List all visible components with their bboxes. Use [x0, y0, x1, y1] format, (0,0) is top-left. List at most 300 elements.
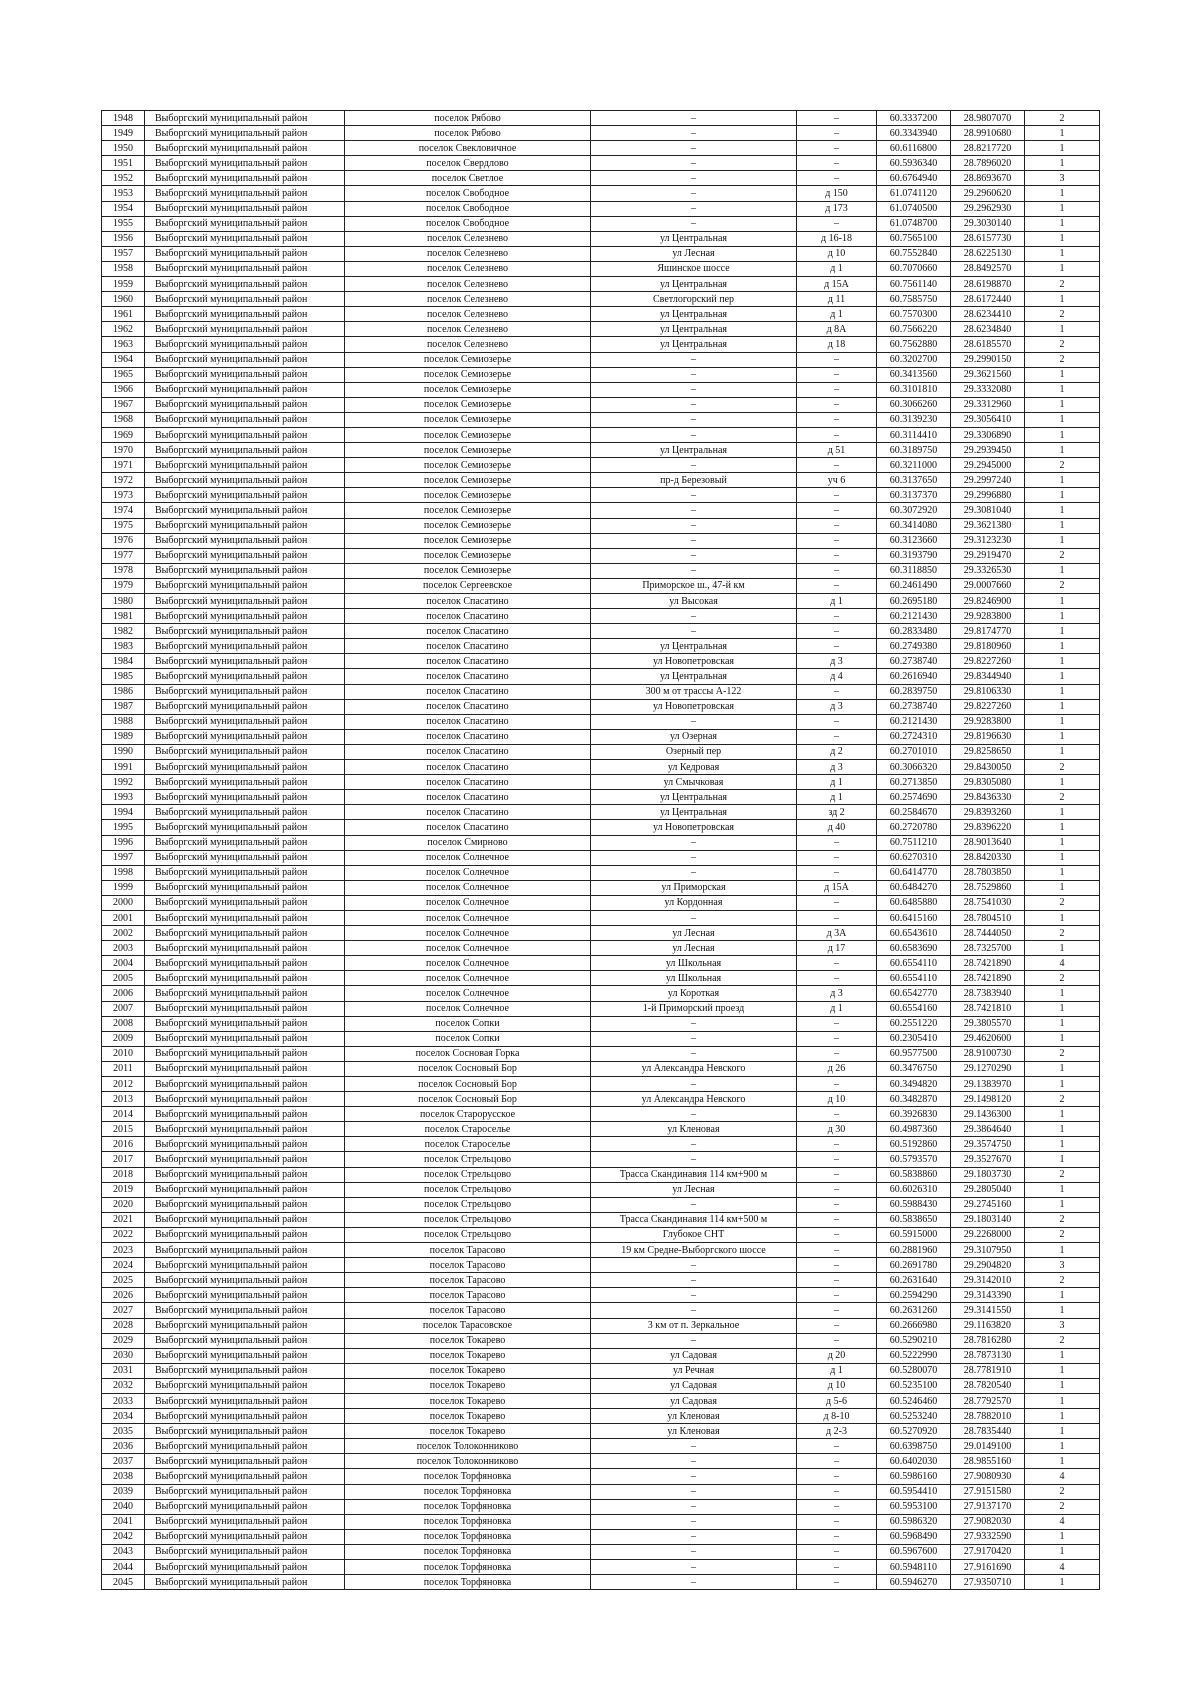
count-cell: 4: [1025, 1469, 1100, 1484]
table-row: [102, 458, 1100, 473]
house-cell: д 1: [797, 1363, 877, 1378]
count-cell: 1: [1025, 367, 1100, 382]
count-cell: 2: [1025, 1499, 1100, 1514]
locality-cell: поселок Солнечное: [345, 895, 591, 910]
table-row: [102, 1197, 1100, 1212]
street-cell: –: [591, 563, 797, 578]
count-cell: 3: [1025, 171, 1100, 186]
longitude-cell: 28.7792570: [951, 1393, 1025, 1408]
row-number: 1965: [102, 367, 145, 382]
district-cell: Выборгский муниципальный район: [145, 986, 345, 1001]
house-cell: д 1: [797, 1001, 877, 1016]
district-cell: Выборгский муниципальный район: [145, 609, 345, 624]
district-cell: Выборгский муниципальный район: [145, 382, 345, 397]
longitude-cell: 29.8436330: [951, 790, 1025, 805]
row-number: 2042: [102, 1529, 145, 1544]
count-cell: 1: [1025, 1393, 1100, 1408]
street-cell: Светлогорский пер: [591, 292, 797, 307]
street-cell: ул Центральная: [591, 337, 797, 352]
district-cell: Выборгский муниципальный район: [145, 1333, 345, 1348]
locality-cell: поселок Свободное: [345, 201, 591, 216]
district-cell: Выборгский муниципальный район: [145, 1227, 345, 1242]
count-cell: 1: [1025, 1454, 1100, 1469]
count-cell: 2: [1025, 111, 1100, 126]
house-cell: –: [797, 1544, 877, 1559]
locality-cell: поселок Спасатино: [345, 654, 591, 669]
row-number: 1957: [102, 246, 145, 261]
table-row: [102, 503, 1100, 518]
locality-cell: поселок Солнечное: [345, 941, 591, 956]
district-cell: Выборгский муниципальный район: [145, 760, 345, 775]
table-row: [102, 1514, 1100, 1529]
count-cell: 1: [1025, 1137, 1100, 1152]
district-cell: Выборгский муниципальный район: [145, 1439, 345, 1454]
row-number: 1995: [102, 820, 145, 835]
street-cell: 3 км от п. Зеркальное: [591, 1318, 797, 1333]
longitude-cell: 27.9161690: [951, 1560, 1025, 1575]
house-cell: –: [797, 367, 877, 382]
district-cell: Выборгский муниципальный район: [145, 548, 345, 563]
locality-cell: поселок Тарасово: [345, 1258, 591, 1273]
locality-cell: поселок Спасатино: [345, 639, 591, 654]
house-cell: –: [797, 533, 877, 548]
table-row: [102, 1243, 1100, 1258]
latitude-cell: 60.2121430: [877, 714, 951, 729]
table-row: [102, 1137, 1100, 1152]
locality-cell: поселок Стрельцово: [345, 1152, 591, 1167]
latitude-cell: 60.2631260: [877, 1303, 951, 1318]
row-number: 1986: [102, 684, 145, 699]
count-cell: 1: [1025, 1243, 1100, 1258]
count-cell: 1: [1025, 1439, 1100, 1454]
district-cell: Выборгский муниципальный район: [145, 533, 345, 548]
locality-cell: поселок Торфяновка: [345, 1469, 591, 1484]
district-cell: Выборгский муниципальный район: [145, 1152, 345, 1167]
locality-cell: поселок Спасатино: [345, 790, 591, 805]
row-number: 1990: [102, 744, 145, 759]
house-cell: д 3: [797, 986, 877, 1001]
count-cell: 1: [1025, 835, 1100, 850]
latitude-cell: 60.2695180: [877, 594, 951, 609]
latitude-cell: 60.7565100: [877, 231, 951, 246]
street-cell: –: [591, 1560, 797, 1575]
latitude-cell: 60.2833480: [877, 624, 951, 639]
row-number: 1978: [102, 563, 145, 578]
locality-cell: поселок Солнечное: [345, 926, 591, 941]
count-cell: 2: [1025, 458, 1100, 473]
district-cell: Выборгский муниципальный район: [145, 1137, 345, 1152]
street-cell: –: [591, 458, 797, 473]
house-cell: –: [797, 729, 877, 744]
row-number: 1963: [102, 337, 145, 352]
count-cell: 1: [1025, 1378, 1100, 1393]
table-row: [102, 1454, 1100, 1469]
house-cell: –: [797, 518, 877, 533]
house-cell: д 150: [797, 186, 877, 201]
latitude-cell: 60.2574690: [877, 790, 951, 805]
locality-cell: поселок Спасатино: [345, 684, 591, 699]
street-cell: –: [591, 1544, 797, 1559]
longitude-cell: 29.4620600: [951, 1031, 1025, 1046]
street-cell: –: [591, 850, 797, 865]
locality-cell: поселок Селезнево: [345, 337, 591, 352]
district-cell: Выборгский муниципальный район: [145, 1393, 345, 1408]
longitude-cell: 28.7529860: [951, 880, 1025, 895]
latitude-cell: 60.5967600: [877, 1544, 951, 1559]
count-cell: 1: [1025, 1363, 1100, 1378]
locality-cell: поселок Тарасово: [345, 1243, 591, 1258]
table-row: [102, 1424, 1100, 1439]
latitude-cell: 60.6554110: [877, 971, 951, 986]
row-number: 1958: [102, 261, 145, 276]
street-cell: ул Центральная: [591, 231, 797, 246]
latitude-cell: 60.6116800: [877, 141, 951, 156]
district-cell: Выборгский муниципальный район: [145, 337, 345, 352]
longitude-cell: 29.3107950: [951, 1243, 1025, 1258]
count-cell: 1: [1025, 654, 1100, 669]
count-cell: 4: [1025, 956, 1100, 971]
latitude-cell: 60.7566220: [877, 322, 951, 337]
house-cell: д 51: [797, 443, 877, 458]
row-number: 2035: [102, 1424, 145, 1439]
row-number: 2006: [102, 986, 145, 1001]
house-cell: –: [797, 1077, 877, 1092]
locality-cell: поселок Спасатино: [345, 594, 591, 609]
house-cell: –: [797, 910, 877, 925]
district-cell: Выборгский муниципальный район: [145, 669, 345, 684]
latitude-cell: 60.2666980: [877, 1318, 951, 1333]
count-cell: 1: [1025, 850, 1100, 865]
latitude-cell: 60.3413560: [877, 367, 951, 382]
table-row: [102, 956, 1100, 971]
street-cell: –: [591, 201, 797, 216]
count-cell: 1: [1025, 1288, 1100, 1303]
table-row: [102, 910, 1100, 925]
house-cell: –: [797, 141, 877, 156]
latitude-cell: 60.6398750: [877, 1439, 951, 1454]
latitude-cell: 60.5936340: [877, 156, 951, 171]
latitude-cell: 60.2839750: [877, 684, 951, 699]
longitude-cell: 29.8106330: [951, 684, 1025, 699]
locality-cell: поселок Тарасовское: [345, 1318, 591, 1333]
count-cell: 2: [1025, 548, 1100, 563]
latitude-cell: 60.2551220: [877, 1016, 951, 1031]
latitude-cell: 60.3066320: [877, 760, 951, 775]
table-row: [102, 1363, 1100, 1378]
district-cell: Выборгский муниципальный район: [145, 1167, 345, 1182]
count-cell: 1: [1025, 910, 1100, 925]
table-row: [102, 518, 1100, 533]
latitude-cell: 60.3414080: [877, 518, 951, 533]
longitude-cell: 28.7804510: [951, 910, 1025, 925]
row-number: 1984: [102, 654, 145, 669]
locality-cell: поселок Сосновый Бор: [345, 1061, 591, 1076]
street-cell: –: [591, 865, 797, 880]
locality-cell: поселок Солнечное: [345, 880, 591, 895]
longitude-cell: 29.3621380: [951, 518, 1025, 533]
district-cell: Выборгский муниципальный район: [145, 1077, 345, 1092]
table-row: [102, 156, 1100, 171]
table-row: [102, 1227, 1100, 1242]
street-cell: –: [591, 367, 797, 382]
latitude-cell: 60.5946270: [877, 1575, 951, 1590]
street-cell: ул Центральная: [591, 307, 797, 322]
street-cell: ул Новопетровская: [591, 654, 797, 669]
latitude-cell: 60.2631640: [877, 1273, 951, 1288]
district-cell: Выборгский муниципальный район: [145, 729, 345, 744]
street-cell: –: [591, 1439, 797, 1454]
table-row: [102, 1001, 1100, 1016]
locality-cell: поселок Спасатино: [345, 760, 591, 775]
row-number: 2037: [102, 1454, 145, 1469]
latitude-cell: 60.6554110: [877, 956, 951, 971]
street-cell: 1-й Приморский проезд: [591, 1001, 797, 1016]
row-number: 2039: [102, 1484, 145, 1499]
count-cell: 2: [1025, 790, 1100, 805]
district-cell: Выборгский муниципальный район: [145, 578, 345, 593]
row-number: 2015: [102, 1122, 145, 1137]
table-row: [102, 729, 1100, 744]
row-number: 2044: [102, 1560, 145, 1575]
row-number: 1998: [102, 865, 145, 880]
table-row: [102, 669, 1100, 684]
latitude-cell: 60.2749380: [877, 639, 951, 654]
count-cell: 1: [1025, 684, 1100, 699]
latitude-cell: 60.2305410: [877, 1031, 951, 1046]
row-number: 2024: [102, 1258, 145, 1273]
row-number: 1969: [102, 427, 145, 442]
street-cell: Трасса Скандинавия 114 км+900 м: [591, 1167, 797, 1182]
latitude-cell: 61.0741120: [877, 186, 951, 201]
district-cell: Выборгский муниципальный район: [145, 1001, 345, 1016]
street-cell: –: [591, 1303, 797, 1318]
count-cell: 1: [1025, 1077, 1100, 1092]
longitude-cell: 29.8305080: [951, 775, 1025, 790]
locality-cell: поселок Тарасово: [345, 1288, 591, 1303]
count-cell: 1: [1025, 141, 1100, 156]
longitude-cell: 29.8196630: [951, 729, 1025, 744]
locality-cell: поселок Спасатино: [345, 699, 591, 714]
longitude-cell: 29.2996880: [951, 488, 1025, 503]
latitude-cell: 60.2121430: [877, 609, 951, 624]
row-number: 2040: [102, 1499, 145, 1514]
count-cell: 1: [1025, 156, 1100, 171]
street-cell: ул Озерная: [591, 729, 797, 744]
latitude-cell: 60.3343940: [877, 126, 951, 141]
table-row: [102, 1575, 1100, 1590]
row-number: 1973: [102, 488, 145, 503]
count-cell: 1: [1025, 699, 1100, 714]
street-cell: ул Школьная: [591, 971, 797, 986]
latitude-cell: 60.3118850: [877, 563, 951, 578]
longitude-cell: 28.9013640: [951, 835, 1025, 850]
longitude-cell: 29.8227260: [951, 654, 1025, 669]
latitude-cell: 60.2594290: [877, 1288, 951, 1303]
district-cell: Выборгский муниципальный район: [145, 1046, 345, 1061]
latitude-cell: 60.5222990: [877, 1348, 951, 1363]
district-cell: Выборгский муниципальный район: [145, 412, 345, 427]
row-number: 1977: [102, 548, 145, 563]
house-cell: –: [797, 1318, 877, 1333]
street-cell: –: [591, 1469, 797, 1484]
table-row: [102, 292, 1100, 307]
house-cell: д 10: [797, 246, 877, 261]
longitude-cell: 29.3142010: [951, 1273, 1025, 1288]
table-row: [102, 352, 1100, 367]
longitude-cell: 29.3621560: [951, 367, 1025, 382]
locality-cell: поселок Сопки: [345, 1031, 591, 1046]
row-number: 1985: [102, 669, 145, 684]
row-number: 1981: [102, 609, 145, 624]
locality-cell: поселок Сосновая Горка: [345, 1046, 591, 1061]
street-cell: –: [591, 1575, 797, 1590]
locality-cell: поселок Солнечное: [345, 971, 591, 986]
street-cell: ул Лесная: [591, 926, 797, 941]
table-row: [102, 941, 1100, 956]
row-number: 1964: [102, 352, 145, 367]
house-cell: уч 6: [797, 473, 877, 488]
latitude-cell: 60.5192860: [877, 1137, 951, 1152]
longitude-cell: 27.9137170: [951, 1499, 1025, 1514]
locality-cell: поселок Стрельцово: [345, 1197, 591, 1212]
district-cell: Выборгский муниципальный район: [145, 1529, 345, 1544]
table-row: [102, 594, 1100, 609]
house-cell: –: [797, 1560, 877, 1575]
table-row: [102, 790, 1100, 805]
district-cell: Выборгский муниципальный район: [145, 352, 345, 367]
district-cell: Выборгский муниципальный район: [145, 1454, 345, 1469]
row-number: 2001: [102, 910, 145, 925]
street-cell: –: [591, 1031, 797, 1046]
table-row: [102, 1273, 1100, 1288]
row-number: 1994: [102, 805, 145, 820]
street-cell: –: [591, 1529, 797, 1544]
house-cell: д 1: [797, 594, 877, 609]
house-cell: д 40: [797, 820, 877, 835]
district-cell: Выборгский муниципальный район: [145, 880, 345, 895]
table-row: [102, 397, 1100, 412]
house-cell: –: [797, 427, 877, 442]
locality-cell: поселок Селезнево: [345, 231, 591, 246]
longitude-cell: 29.8393260: [951, 805, 1025, 820]
longitude-cell: 29.8227260: [951, 699, 1025, 714]
longitude-cell: 29.3312960: [951, 397, 1025, 412]
locality-cell: поселок Торфяновка: [345, 1514, 591, 1529]
table-row: [102, 216, 1100, 231]
table-row: [102, 880, 1100, 895]
row-number: 2007: [102, 1001, 145, 1016]
table-row: [102, 307, 1100, 322]
street-cell: ул Александра Невского: [591, 1061, 797, 1076]
district-cell: Выборгский муниципальный район: [145, 322, 345, 337]
locality-cell: поселок Солнечное: [345, 865, 591, 880]
street-cell: –: [591, 1197, 797, 1212]
latitude-cell: 60.3337200: [877, 111, 951, 126]
district-cell: Выборгский муниципальный район: [145, 397, 345, 412]
street-cell: –: [591, 714, 797, 729]
longitude-cell: 29.3030140: [951, 216, 1025, 231]
table-row: [102, 548, 1100, 563]
longitude-cell: 29.3123230: [951, 533, 1025, 548]
longitude-cell: 29.1163820: [951, 1318, 1025, 1333]
district-cell: Выборгский муниципальный район: [145, 1288, 345, 1303]
street-cell: –: [591, 141, 797, 156]
house-cell: –: [797, 971, 877, 986]
district-cell: Выборгский муниципальный район: [145, 111, 345, 126]
latitude-cell: 60.5954410: [877, 1484, 951, 1499]
row-number: 1991: [102, 760, 145, 775]
district-cell: Выборгский муниципальный район: [145, 835, 345, 850]
row-number: 1960: [102, 292, 145, 307]
table-row: [102, 1560, 1100, 1575]
count-cell: 1: [1025, 322, 1100, 337]
street-cell: ул Приморская: [591, 880, 797, 895]
row-number: 2009: [102, 1031, 145, 1046]
row-number: 1971: [102, 458, 145, 473]
longitude-cell: 28.9855160: [951, 1454, 1025, 1469]
locality-cell: поселок Сосновый Бор: [345, 1077, 591, 1092]
district-cell: Выборгский муниципальный район: [145, 1031, 345, 1046]
row-number: 2011: [102, 1061, 145, 1076]
row-number: 1950: [102, 141, 145, 156]
district-cell: Выборгский муниципальный район: [145, 126, 345, 141]
longitude-cell: 29.1270290: [951, 1061, 1025, 1076]
street-cell: –: [591, 1288, 797, 1303]
longitude-cell: 28.7421890: [951, 971, 1025, 986]
count-cell: 2: [1025, 926, 1100, 941]
district-cell: Выборгский муниципальный район: [145, 639, 345, 654]
locality-cell: поселок Семиозерье: [345, 563, 591, 578]
locality-cell: поселок Стрельцово: [345, 1227, 591, 1242]
latitude-cell: 60.3137650: [877, 473, 951, 488]
table-row: [102, 775, 1100, 790]
table-row: [102, 1167, 1100, 1182]
district-cell: Выборгский муниципальный район: [145, 458, 345, 473]
street-cell: –: [591, 1137, 797, 1152]
latitude-cell: 60.3101810: [877, 382, 951, 397]
longitude-cell: 29.1498120: [951, 1092, 1025, 1107]
house-cell: д 8А: [797, 322, 877, 337]
table-row: [102, 1031, 1100, 1046]
street-cell: ул Центральная: [591, 790, 797, 805]
row-number: 2028: [102, 1318, 145, 1333]
street-cell: –: [591, 1484, 797, 1499]
locality-cell: поселок Сосновый Бор: [345, 1092, 591, 1107]
house-cell: –: [797, 1182, 877, 1197]
district-cell: Выборгский муниципальный район: [145, 1499, 345, 1514]
house-cell: –: [797, 382, 877, 397]
street-cell: ул Садовая: [591, 1348, 797, 1363]
latitude-cell: 60.6270310: [877, 850, 951, 865]
house-cell: –: [797, 397, 877, 412]
locality-cell: поселок Семиозерье: [345, 443, 591, 458]
locality-cell: поселок Торфяновка: [345, 1560, 591, 1575]
count-cell: 1: [1025, 261, 1100, 276]
latitude-cell: 60.3926830: [877, 1107, 951, 1122]
street-cell: –: [591, 1514, 797, 1529]
longitude-cell: 29.2745160: [951, 1197, 1025, 1212]
locality-cell: поселок Семиозерье: [345, 427, 591, 442]
street-cell: –: [591, 533, 797, 548]
house-cell: –: [797, 352, 877, 367]
row-number: 2027: [102, 1303, 145, 1318]
locality-cell: поселок Семиозерье: [345, 397, 591, 412]
house-cell: д 20: [797, 1348, 877, 1363]
count-cell: 2: [1025, 1212, 1100, 1227]
table-row: [102, 820, 1100, 835]
street-cell: Трасса Скандинавия 114 км+500 м: [591, 1212, 797, 1227]
latitude-cell: 60.7570300: [877, 307, 951, 322]
